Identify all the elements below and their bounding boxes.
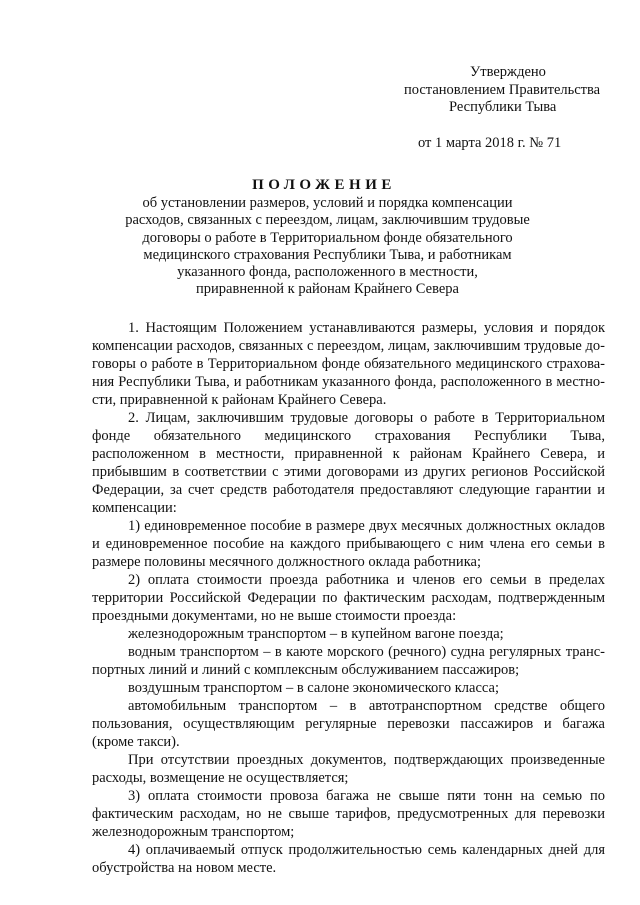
document-title: ПОЛОЖЕНИЕ [252,177,396,193]
subtitle-line: указанного фонда, расположенного в местности, [177,264,478,281]
paragraph-item-2: 2) оплата стоимости проезда работника и членов его семьи в пределах территории Российской Федерации по фактическим расходам, подтвержденным проездными документами, но не выше стоимости проезда: [92,572,605,624]
subtitle-line: договоры о работе в Территориальном фонде обязательного [142,229,513,246]
paragraph-2: 2. Лицам, заключившим трудовые договоры о работе в Территориальном фонде обязательного медицинского страхования Республики Тыва, расположенном в местности, приравненной к районам Крайнего Севера, и прибывшим в соответствии с этими договорами из других регионов Российской Федерации, за счет средств работодателя предоставляют следующие гарантии и компенсации: [92,410,605,516]
document-body [92,319,605,877]
subtitle-line: медицинского страхования Республики Тыва, и работникам [143,246,512,263]
approval-line-resolution: постановлением Правительства [404,81,601,98]
subtitle-line: приравненной к районам Крайнего Севера [196,281,459,298]
paragraph-air: воздушным транспортом – в салоне экономического класса; [128,680,499,696]
paragraph-item-1: 1) единовременное пособие в размере двух месячных должностных окладов и единовременное пособие на каждого прибывающего с ним члена его семьи в размере половины месячного должностного оклада работника; [92,518,605,570]
paragraph-item-3: 3) оплата стоимости провоза багажа не свыше пяти тонн на семью по фактическим расходам, но не свыше тарифов, предусмотренных для перевозки железнодорожным транспортом; [92,788,605,840]
subtitle-line: расходов, связанных с переездом, лицам, заключившим трудовые [125,212,530,229]
approval-stamp [392,64,622,152]
approval-line-republic: Республики Тыва [449,99,557,115]
approval-line-approved: Утверждено [470,64,546,80]
paragraph-rail: железнодорожным транспортом – в купейном вагоне поезда; [128,626,504,642]
paragraph-water: водным транспортом – в каюте морского (речного) судна регулярных транспортных линий и линий с комплексным обслуживанием пассажиров; [92,644,605,678]
approval-date: от 1 марта 2018 г. № 71 [418,134,562,151]
paragraph-no-documents: При отсутствии проездных документов, подтверждающих произведенные расходы, возмещение не осуществляется; [92,752,605,786]
document-subtitle [80,195,575,299]
paragraph-1: 1. Настоящим Положением устанавливаются размеры, условия и порядок компенсации расходов, связанных с переездом, лицам, заключившим трудовые договоры о работе в Территориальном фонде обязательного медицинского страхования Республики Тыва, и работникам указанного фонда, расположенного в местности, приравненной к районам Крайнего Севера. [92,320,605,408]
paragraph-item-4: 4) оплачиваемый отпуск продолжительностью семь календарных дней для обустройства на новом месте. [92,842,605,876]
subtitle-line: об установлении размеров, условий и порядка компенсации [142,195,513,211]
paragraph-road: автомобильным транспортом – в автотранспортном средстве общего пользования, осуществляющим регулярные перевозки пассажиров и багажа (кроме такси). [92,698,605,750]
